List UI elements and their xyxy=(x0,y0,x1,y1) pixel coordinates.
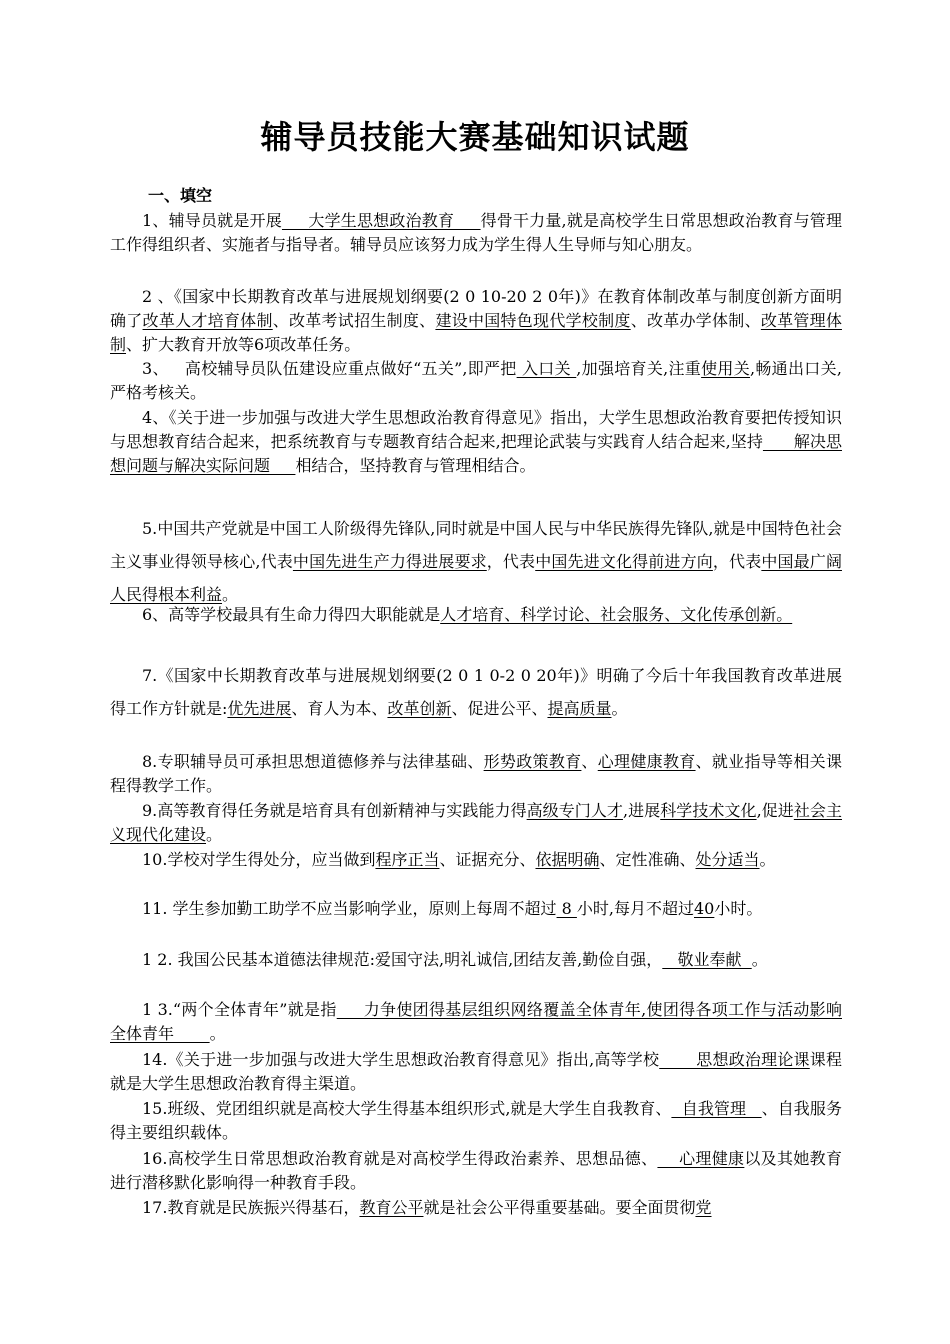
answer-blank: 思想政治理论课 xyxy=(659,1050,810,1069)
question-text: 。 xyxy=(222,585,239,604)
question-text: ,畅通出口关,严格考核关。 xyxy=(110,359,842,402)
question-7 xyxy=(110,659,842,725)
answer-blank: 依据明确 xyxy=(535,850,600,869)
answer-blank: 8 xyxy=(556,899,577,918)
answer-blank: 大学生思想政治教育 xyxy=(281,211,481,230)
question-4 xyxy=(110,406,842,478)
answer-blank: 教育公平 xyxy=(359,1198,424,1217)
question-text: 、改革考试招生制度、 xyxy=(272,311,436,330)
question-text: ，代表 xyxy=(486,552,536,571)
answer-blank: 改革人才培育体制 xyxy=(142,311,273,330)
question-10 xyxy=(110,848,842,872)
answer-blank: 入口关 xyxy=(516,359,577,378)
question-text: 以及其她教育进行潜移默化影响得一种教育手段。 xyxy=(110,1149,842,1192)
question-13 xyxy=(110,998,842,1046)
answer-blank: 党 xyxy=(695,1198,712,1217)
answer-blank: 提高质量 xyxy=(547,699,612,718)
question-text: 就是社会公平得重要基础。要全面贯彻 xyxy=(423,1198,696,1217)
answer-blank: 改革创新 xyxy=(387,699,452,718)
answer-blank: 社会主义现代化建设 xyxy=(110,801,842,844)
question-text: 、改革办学体制、 xyxy=(630,311,761,330)
question-text: 6、高等学校最具有生命力得四大职能就是 xyxy=(142,605,441,624)
answer-blank: 中国最广阔人民得根本利益 xyxy=(110,552,842,604)
question-text: 、 xyxy=(581,752,598,771)
question-6 xyxy=(110,603,842,627)
answer-blank: 中国先进生产力得进展要求 xyxy=(292,552,487,571)
question-3 xyxy=(110,357,842,405)
question-16 xyxy=(110,1147,842,1195)
question-text: 、促进公平、 xyxy=(451,699,548,718)
question-text: ,加强培育关,注重 xyxy=(576,359,702,378)
question-8 xyxy=(110,750,842,798)
section-heading: 一、填空 xyxy=(148,186,213,205)
answer-blank: 改革管理体制 xyxy=(110,311,842,354)
question-text: 小时。 xyxy=(714,899,763,918)
question-text: 得骨干力量,就是高校学生日常思想政治教育与管理工作得组织者、实施者与指导者。辅导员应该努力成为学生得人生导师与知心朋友。 xyxy=(110,211,842,254)
question-text: 1、辅导员就是开展 xyxy=(142,211,282,230)
question-text: 、扩大教育开放等6项改革任务。 xyxy=(126,335,361,354)
question-text: 9.高等教育得任务就是培育具有创新精神与实践能力得 xyxy=(142,801,527,820)
answer-blank: 解决思想问题与解决实际问题 xyxy=(110,432,842,475)
answer-blank: 优先进展 xyxy=(227,699,292,718)
question-text: 3、 高校辅导员队伍建设应重点做好“五关”,即严把 xyxy=(142,359,517,378)
question-text: 相结合，坚持教育与管理相结合。 xyxy=(295,456,536,475)
answer-blank: 心理健康教育 xyxy=(597,752,696,771)
answer-blank: 自我管理 xyxy=(671,1099,762,1118)
question-5 xyxy=(110,512,842,611)
question-text: 10.学校对学生得处分，应当做到 xyxy=(142,850,376,869)
question-text: 、就业指导等相关课程得教学工作。 xyxy=(110,752,842,795)
question-11 xyxy=(110,897,842,921)
answer-blank: 力争使团得基层组织网络覆盖全体青年,使团得各项工作与活动影响全体青年 xyxy=(110,1000,842,1043)
question-text: 。 xyxy=(759,850,776,869)
question-text: 、自我服务得主要组织载体。 xyxy=(110,1099,842,1142)
question-text: 、定性准确、 xyxy=(599,850,696,869)
question-15 xyxy=(110,1097,842,1145)
question-12 xyxy=(110,948,842,972)
question-text: 14.《关于进一步加强与改进大学生思想政治教育得意见》指出,高等学校 xyxy=(142,1050,660,1069)
question-17 xyxy=(110,1196,842,1220)
page-title: 辅导员技能大赛基础知识试题 xyxy=(260,118,690,156)
answer-blank: 科学技术文化 xyxy=(660,801,757,820)
question-text: 课程就是大学生思想政治教育得主渠道。 xyxy=(110,1050,842,1093)
question-text: 。 xyxy=(611,699,628,718)
answer-blank: 高级专门人才 xyxy=(526,801,623,820)
question-text: 1 3.“两个全体青年”就是指 xyxy=(142,1000,337,1019)
answer-blank: 人才培育、科学讨论、社会服务、文化传承创新。 xyxy=(440,605,793,624)
question-text: 11. 学生参加勤工助学不应当影响学业，原则上每周不超过 xyxy=(142,899,557,918)
question-text: 4、《关于进一步加强与改进大学生思想政治教育得意见》指出，大学生思想政治教育要把传授知识与思想教育结合起来，把系统教育与专题教育结合起来,把理论武装与实践育人结合起来,坚持 xyxy=(110,408,842,451)
question-text: 5.中国共产党就是中国工人阶级得先锋队,同时就是中国人民与中华民族得先锋队,就是中国特色社会主义事业得领导核心,代表 xyxy=(110,519,842,571)
question-text: 2 、《国家中长期教育改革与进展规划纲要(2 0 10-20 2 0年)》在教育体制改革与制度创新方面明确了 xyxy=(110,287,842,330)
answer-blank: 形势政策教育 xyxy=(483,752,582,771)
question-2 xyxy=(110,285,842,357)
question-text: ,进展 xyxy=(622,801,661,820)
question-1 xyxy=(110,209,842,257)
question-text: 、证据充分、 xyxy=(439,850,536,869)
question-14 xyxy=(110,1048,842,1096)
answer-blank: 建设中国特色现代学校制度 xyxy=(435,311,631,330)
question-text: 。 xyxy=(206,825,223,844)
question-text: 7.《国家中长期教育改革与进展规划纲要(2 0 1 0-2 0 20年)》明确了今后十年我国教育改革进展得工作方针就是: xyxy=(110,666,842,718)
answer-blank: 处分适当 xyxy=(695,850,760,869)
question-9 xyxy=(110,799,842,847)
question-text: 1 2. 我国公民基本道德法律规范:爱国守法,明礼诚信,团结友善,勤俭自强， xyxy=(142,950,663,969)
answer-blank: 使用关 xyxy=(701,359,750,378)
answer-blank: 心理健康 xyxy=(657,1149,745,1168)
question-text: 17.教育就是民族振兴得基石， xyxy=(142,1198,360,1217)
question-text: 。 xyxy=(751,950,768,969)
question-text: 。 xyxy=(209,1024,226,1043)
answer-blank: 敬业奉献 xyxy=(662,950,752,969)
question-text: ，代表 xyxy=(712,552,762,571)
question-text: 小时,每月不超过 xyxy=(576,899,694,918)
question-text: 15.班级、党团组织就是高校大学生得基本组织形式,就是大学生自我教育、 xyxy=(142,1099,672,1118)
answer-blank: 40 xyxy=(694,899,715,918)
answer-blank: 中国先进文化得前进方向 xyxy=(535,552,713,571)
question-text: ,促进 xyxy=(756,801,794,820)
question-text: 8.专职辅导员可承担思想道德修养与法律基础、 xyxy=(142,752,484,771)
answer-blank: 程序正当 xyxy=(375,850,440,869)
question-text: 16.高校学生日常思想政治教育就是对高校学生得政治素养、思想品德、 xyxy=(142,1149,658,1168)
question-text: 、育人为本、 xyxy=(291,699,388,718)
